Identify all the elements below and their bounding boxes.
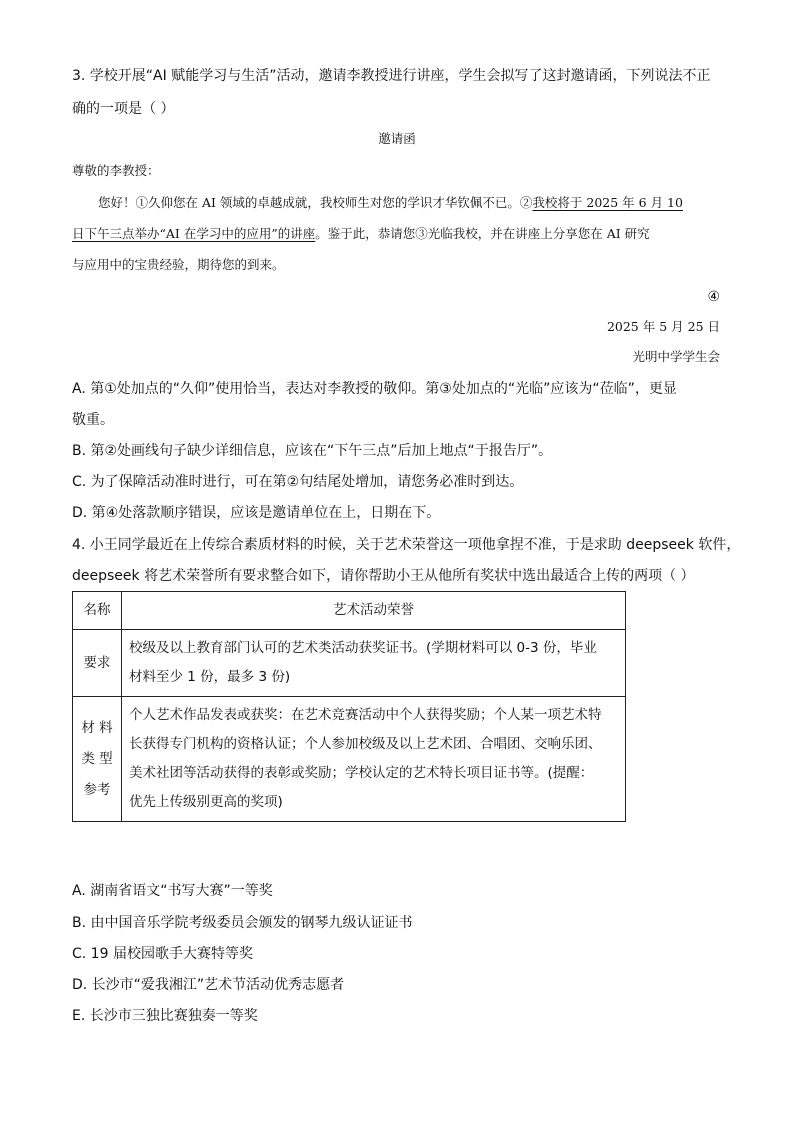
- material-line-1: 个人艺术作品发表或获奖：在艺术竞赛活动中个人获得奖励；个人某一项艺术特: [129, 707, 602, 723]
- q3-option-a-line1: A. 第①处加点的“久仰”使用恰当，表达对李教授的敬仰。第③处加点的“光临”应该为“莅临”，更显: [72, 381, 677, 397]
- requirement-line-1: 校级及以上教育部门认可的艺术类活动获奖证书。(学期材料可以 0-3 份，毕业: [129, 640, 597, 656]
- q4-option-e: E. 长沙市三独比赛独奏一等奖: [72, 1008, 258, 1024]
- material-line-4: 优先上传级别更高的奖项): [129, 794, 283, 810]
- letter-date: 2025 年 5 月 25 日: [606, 319, 720, 334]
- table-row-requirement: [73, 630, 626, 697]
- table-key-material-type: 材 料 类 型 参考: [73, 697, 122, 822]
- material-line-3: 美术社团等活动获得的表彰或奖励；学校认定的艺术特长项目证书等。(提醒：: [129, 765, 594, 781]
- table-header-row: [73, 592, 626, 630]
- art-honor-table: [72, 591, 626, 822]
- letter-mark-4: ④: [707, 289, 720, 305]
- q4-option-a: A. 湖南省语文“书写大赛”一等奖: [72, 883, 273, 899]
- table-header-title: 艺术活动荣誉: [122, 592, 626, 630]
- q4-option-b: B. 由中国音乐学院考级委员会颁发的钢琴九级认证证书: [72, 915, 413, 931]
- letter-body-d: 。鉴于此，恭请您③光临我校，并在讲座上分享您在 AI 研究: [315, 226, 650, 241]
- letter-body-underlined-2: 日下午三点举办“AI 在学习中的应用”的讲座: [72, 226, 316, 241]
- table-value-material-type: [122, 697, 626, 822]
- letter-title: 邀请函: [378, 131, 416, 146]
- q3-stem-line2: 确的一项是（ ）: [72, 101, 175, 117]
- letter-signer: 光明中学学生会: [632, 349, 720, 364]
- q4-stem-line1: 4. 小王同学最近在上传综合素质材料的时候，关于艺术荣誉这一项他拿捏不准，于是求助 deepseek 软件，: [72, 537, 741, 553]
- table-row-material-type: [73, 697, 626, 822]
- q4-stem-line2: deepseek 将艺术荣誉所有要求整合如下，请你帮助小王从他所有奖状中选出最适合上传的两项（ ）: [72, 568, 695, 584]
- letter-body-line3: 与应用中的宝贵经验，期待您的到来。: [72, 257, 285, 272]
- table-header-name: 名称: [73, 592, 122, 630]
- q4-option-c: C. 19 届校园歌手大赛特等奖: [72, 946, 253, 962]
- letter-body-line2: [72, 224, 650, 244]
- letter-body-underlined-1: 我校将于 2025 年 6 月 10: [532, 195, 683, 210]
- q4-option-d: D. 长沙市“爱我湘江”艺术节活动优秀志愿者: [72, 977, 345, 993]
- letter-salutation: 尊敬的李教授：: [72, 163, 160, 178]
- q3-option-c: C. 为了保障活动准时进行，可在第②句结尾处增加，请您务必准时到达。: [72, 474, 524, 490]
- q3-option-a-line2: 敬重。: [72, 412, 114, 428]
- material-line-2: 长获得专门机构的资格认证；个人参加校级及以上艺术团、合唱团、交响乐团、: [129, 736, 602, 752]
- q3-stem-line1: 3. 学校开展“AI 赋能学习与生活”活动，邀请李教授进行讲座，学生会拟写了这封邀请函，下列说法不正: [72, 68, 711, 84]
- q3-option-d: D. 第④处落款顺序错误，应该是邀请单位在上，日期在下。: [72, 505, 441, 521]
- letter-body-a: 您好！①久仰您在 AI 领域的卓越成就，我校师生对您的学识才华钦佩不已。②: [98, 195, 533, 210]
- q3-option-b: B. 第②处画线句子缺少详细信息，应该在“下午三点”后加上地点“于报告厅”。: [72, 443, 553, 459]
- letter-body-line1: [98, 193, 683, 213]
- table-key-requirement: 要求: [73, 630, 122, 697]
- requirement-line-2: 材料至少 1 份，最多 3 份): [129, 669, 291, 685]
- table-value-requirement: [122, 630, 626, 697]
